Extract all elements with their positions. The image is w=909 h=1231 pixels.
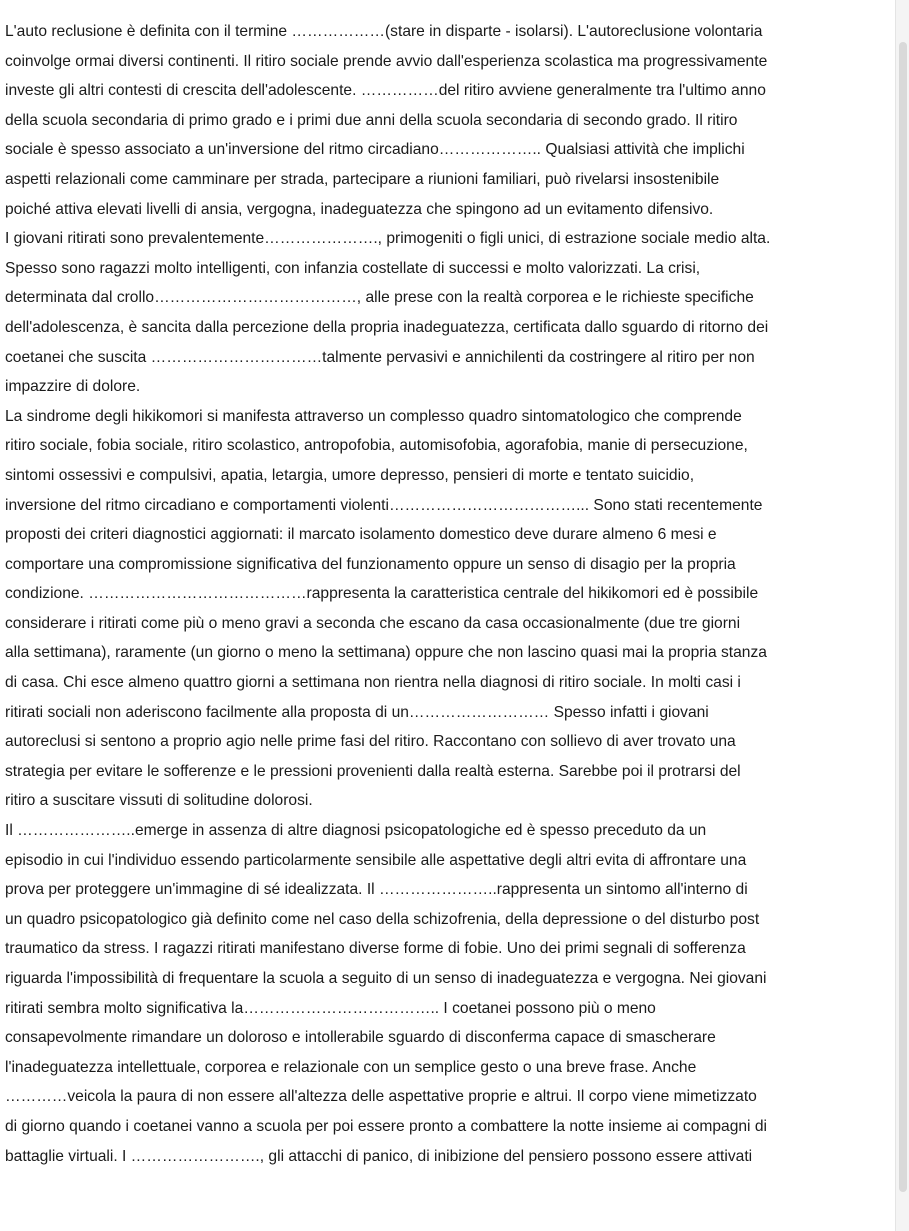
text-line: ritiro sociale, fobia sociale, ritiro scolastico, antropofobia, automisofobia, agorafobia, manie di persecuzione,: [5, 437, 748, 455]
text-line: impazzire di dolore.: [5, 378, 141, 396]
text-line: Spesso sono ragazzi molto intelligenti, con infanzia costellate di successi e molto valorizzati. La crisi,: [5, 259, 701, 277]
text-line: proposti dei criteri diagnostici aggiornati: il marcato isolamento domestico deve durare almeno 6 mesi e: [5, 526, 717, 544]
text-line: ritiro a suscitare vissuti di solitudine dolorosi.: [5, 792, 313, 810]
text-line: condizione. ……………………………………rappresenta la caratteristica centrale del hikikomori ed è possibile: [5, 585, 759, 603]
text-line: La sindrome degli hikikomori si manifesta attraverso un complesso quadro sintomatologico che comprende: [5, 407, 742, 425]
text-line: investe gli altri contesti di crescita dell'adolescente. ……………del ritiro avviene generalmente tra l'ultimo anno: [5, 82, 766, 100]
text-line: consapevolmente rimandare un doloroso e intollerabile sguardo di disconferma capace di smascherare: [5, 1029, 716, 1047]
text-line: prova per proteggere un'immagine di sé idealizzata. Il …………………..rappresenta un sintomo all'interno di: [5, 881, 748, 899]
text-line: battaglie virtuali. I ……………………., gli attacchi di panico, di inibizione del pensiero possono essere attivati: [5, 1147, 753, 1165]
text-line: dell'adolescenza, è sancita dalla percezione della propria inadeguatezza, certificata dallo sguardo di ritorno dei: [5, 318, 769, 336]
document-body: [5, 17, 875, 1171]
text-line: aspetti relazionali come camminare per strada, partecipare a riunioni familiari, può rivelarsi insostenibile: [5, 170, 720, 188]
text-line: coetanei che suscita ……………………………talmente pervasivi e annichilenti da costringere al ritiro per non: [5, 348, 755, 366]
text-line: coinvolge ormai diversi continenti. Il ritiro sociale prende avvio dall'esperienza scolastica ma progressivamente: [5, 52, 768, 70]
text-line: sintomi ossessivi e compulsivi, apatia, letargia, umore depresso, pensieri di morte e tentato suicidio,: [5, 466, 695, 484]
vertical-scrollbar[interactable]: [895, 0, 909, 1231]
text-line: di casa. Chi esce almeno quattro giorni a settimana non rientra nella diagnosi di ritiro sociale. In molti casi i: [5, 674, 741, 692]
text-line: comportare una compromissione significativa del funzionamento oppure un senso di disagio per la propria: [5, 555, 736, 573]
text-line: l'inadeguatezza intellettuale, corporea e relazionale con un semplice gesto o una breve frase. Anche: [5, 1058, 697, 1076]
text-line: Il …………………..emerge in assenza di altre diagnosi psicopatologiche ed è spesso preceduto da un: [5, 822, 707, 840]
text-line: poiché attiva elevati livelli di ansia, vergogna, inadeguatezza che spingono ad un evitamento difensivo.: [5, 200, 714, 218]
scrollbar-thumb[interactable]: [899, 42, 907, 1192]
text-line: riguarda l'impossibilità di frequentare la scuola a seguito di un senso di inadeguatezza e vergogna. Nei giovani: [5, 970, 767, 987]
text-line: autoreclusi si sentono a proprio agio nelle prime fasi del ritiro. Raccontano con sollievo di aver trovato una: [5, 733, 736, 751]
text-line: strategia per evitare le sofferenze e le pressioni provenienti dalla realtà esterna. Sarebbe poi il protrarsi del: [5, 762, 741, 780]
text-line: di giorno quando i coetanei vanno a scuola per poi essere pronto a combattere la notte insieme ai compagni di: [5, 1117, 767, 1135]
text-line: …………veicola la paura di non essere all'altezza delle aspettative proprie e altrui. Il corpo viene mimetizzato: [5, 1088, 757, 1106]
text-line: sociale è spesso associato a un'inversione del ritmo circadiano……………….. Qualsiasi attività che implichi: [5, 141, 745, 159]
text-line: L'auto reclusione è definita con il termine ………………(stare in disparte - isolarsi). L'autoreclusione volontaria: [5, 23, 763, 40]
text-line: ritirati sociali non aderiscono facilmente alla proposta di un……………………… Spesso infatti i giovani: [5, 703, 709, 721]
text-line: episodio in cui l'individuo essendo particolarmente sensibile alle aspettative degli altri evita di affrontare una: [5, 851, 747, 869]
text-line: alla settimana), raramente (un giorno o meno la settimana) oppure che non lascino quasi mai la propria stanza: [5, 644, 767, 662]
text-line: traumatico da stress. I ragazzi ritirati manifestano diverse forme di fobie. Uno dei primi segnali di sofferenza: [5, 940, 746, 958]
text-line: considerare i ritirati come più o meno gravi a seconda che escano da casa occasionalmente (due tre giorni: [5, 614, 741, 632]
text-line: ritirati sembra molto significativa la……………………………….. I coetanei possono più o meno: [5, 999, 656, 1017]
text-line: I giovani ritirati sono prevalentemente…………………., primogeniti o figli unici, di estrazione sociale medio alta.: [5, 230, 771, 248]
text-line: inversione del ritmo circadiano e comportamenti violenti………………………………... Sono stati recentemente: [5, 496, 763, 514]
text-line: della scuola secondaria di primo grado e i primi due anni della scuola secondaria di secondo grado. Il ritiro: [5, 111, 738, 129]
text-line: determinata dal crollo…………………………………, alle prese con la realtà corporea e le richieste specifiche: [5, 289, 754, 307]
text-line: un quadro psicopatologico già definito come nel caso della schizofrenia, della depressione o del disturbo post: [5, 910, 760, 928]
